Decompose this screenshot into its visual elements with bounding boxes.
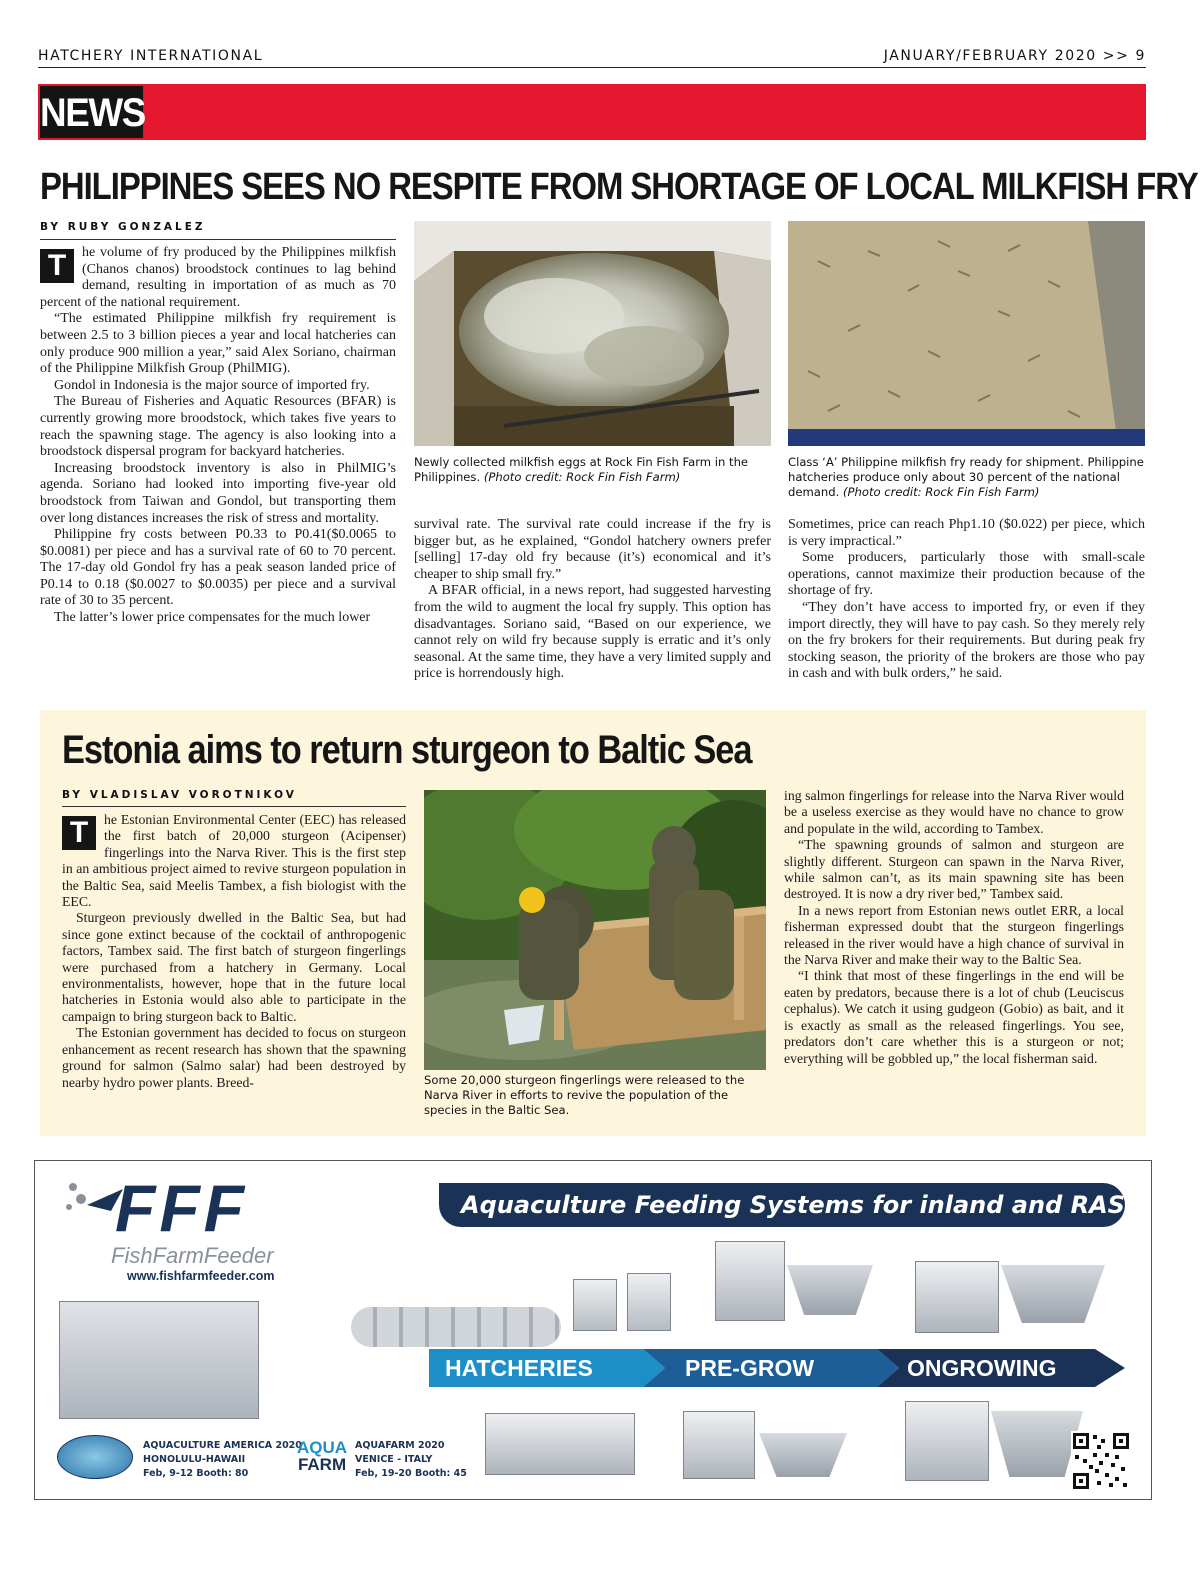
caption-text: Class ‘A’ Philippine milkfish fry ready for shipment. Philippine hatcheries produce only about 30 percent of the national demand. [788,455,1144,499]
aquafarm-logo-bottom: FARM [297,1455,347,1474]
running-head [38,46,1146,68]
paragraph: In a news report from Estonian news outlet ERR, a local fisherman expressed doubt that the sturgeon fingerlings released in the river would have a high chance of survival in the Narva River and make their way to the Baltic Sea. [784,902,1124,968]
paragraph: “The estimated Philippine milkfish fry requirement is between 2.5 to 3 billion pieces a year and local hatcheries can only produce 900 million a year,” said Alex Soriano, chairman of the Philippine Milkfish Group (PhilMIG). [40,311,396,377]
event-name: AQUAFARM 2020 [355,1440,445,1451]
event-aquaculture-america [143,1439,302,1481]
byline: BY RUBY GONZALEZ [40,221,206,233]
hopper [759,1433,847,1477]
article-column-3 [788,517,1145,683]
feeder-machine [683,1411,755,1479]
tank-array [351,1307,561,1347]
ad-banner: Aquaculture Feeding Systems for inland and RAS [439,1183,1125,1227]
stage-ongrowing: ONGROWING [907,1355,1057,1381]
issue-page: JANUARY/FEBRUARY 2020 >> 9 [883,48,1146,64]
paragraph: “The spawning grounds of salmon and sturgeon are slightly different. Sturgeon can spawn in the Narva River, while salmon can’t, as its main spawning site has been destroyed. It is now a dry river bed,” Tambex said. [784,837,1124,902]
event-dates: Feb, 19-20 Booth: 45 [355,1468,467,1479]
paragraph: The Estonian government has decided to focus on sturgeon enhancement as recent research has shown that the spawning ground for salmon (Salmo salar) had been destroyed by nearby hydro power plants. Breed- [62,1025,406,1090]
photo-caption-sturgeon: Some 20,000 sturgeon fingerlings were released to the Narva River in efforts to revive the population of the species in the Baltic Sea. [424,1073,745,1117]
paragraph: Some producers, particularly those with small-scale operations, cannot maximize their production because of the shortage of fry. [788,550,1145,599]
paragraph: ing salmon fingerlings for release into the Narva River would be a useless exercise as they would have no chance to grow and populate in the wild, according to Tambex. [784,788,1124,836]
brand-url[interactable]: www.fishfarmfeeder.com [127,1269,275,1283]
event-place: HONOLULU-HAWAII [143,1454,246,1465]
paragraph: Gondol in Indonesia is the major source of imported fry. [54,377,370,393]
sturgeon-release-photo [424,790,766,1070]
feeder-machine [627,1273,671,1331]
aquafarm-logo [297,1439,347,1473]
feeder-machine [59,1301,259,1419]
feeder-machine [905,1401,989,1481]
feature-headline: Estonia aims to return sturgeon to Baltic Sea [62,728,752,772]
drop-cap: T [62,816,96,850]
hopper [1001,1265,1105,1323]
article-column-1 [40,245,396,627]
article-headline: PHILIPPINES SEES NO RESPITE FROM SHORTAGE OF LOCAL MILKFISH FRY [40,166,1198,208]
aquaculture-america-logo [57,1435,133,1479]
event-aquafarm [355,1439,467,1481]
feeder-machine [485,1413,635,1475]
hopper [787,1265,873,1315]
drop-cap: T [40,249,74,283]
photo-credit: (Photo credit: Rock Fin Fish Farm) [483,470,681,484]
hopper [991,1411,1083,1477]
feeder-machine [573,1279,617,1331]
event-place: VENICE - ITALY [355,1454,433,1465]
paragraph: he volume of fry produced by the Philippines milkfish (Chanos chanos) broodstock continues to lag behind demand, resulting in importation of as much as 70 percent of the national requirement. [40,245,396,310]
stage-hatcheries: HATCHERIES [445,1355,593,1381]
byline: BY VLADISLAV VOROTNIKOV [62,789,297,801]
aquafarm-logo-top: AQUA [297,1438,348,1457]
paragraph: Increasing broodstock inventory is also in PhilMIG’s agenda. Soriano had looked into importing five-year old broodstock from Taiwan and Gondol, but transporting them over long distances increases the risk of stress and mortality. [40,460,396,526]
publication-name: HATCHERY INTERNATIONAL [38,48,264,64]
section-bar [38,84,1146,140]
stage-pre-grow: PRE-GROW [685,1355,815,1381]
feature-column-3 [784,788,1124,1067]
caption-text: Newly collected milkfish eggs at Rock Fin Fish Farm in the Philippines. [414,455,749,484]
brand-name: FishFarmFeeder [111,1243,274,1268]
article-column-2 [414,517,771,683]
paragraph: The Bureau of Fisheries and Aquatic Resources (BFAR) is currently growing more broodstock, which takes five years to reach the spawning stage. The agency is also looking into a broodstock dispersal program for backyard hatcheries. [40,394,396,460]
paragraph: The latter’s lower price compensates for the much lower [54,610,371,626]
milkfish-fry-photo [788,221,1145,446]
paragraph: Sturgeon previously dwelled in the Baltic Sea, but had since gone extinct because of the cocktail of anthropogenic factors, Tambex said. The first batch of sturgeon fingerlings were purchased from a hatchery in Germany. Local environmentalists, however, hope that in the future local hatcheries in Estonia would also able to participate in the campaign to bring sturgeon back to Baltic. [62,910,406,1024]
fff-logo: FFF [115,1171,248,1245]
paragraph: Philippine fry costs between P0.33 to P0.41($0.0065 to $0.0081) per piece and has a survival rate of 60 to 70 percent. The 17-day old Gondol fry has a peak season landed price of P0.14 to 0.18 ($0.0027 to $0.0035) per piece and a survival rate of 30 to 35 percent. [40,527,396,609]
fishfarmfeeder-ad[interactable] [34,1160,1152,1500]
paragraph: A BFAR official, in a news report, had suggested harvesting from the wild to augment the local fry supply. This option has disadvantages. Soriano said, “Based on our experience, we cannot rely on wild fry because supply is erratic and it’s only seasonal. At the same time, they have a very limited supply and price is horrendously high. [414,583,771,682]
feeder-machine [715,1241,785,1321]
paragraph: Sometimes, price can reach Php1.10 ($0.022) per piece, which is very impractical.” [788,517,1145,549]
feeder-machine [915,1261,999,1333]
event-name: AQUACULTURE AMERICA 2020 [143,1440,302,1451]
byline-rule [62,806,406,807]
byline-rule [40,239,396,240]
feature-column-1 [62,812,406,1091]
photo-caption-eggs [414,455,771,485]
milkfish-eggs-photo [414,221,771,446]
photo-caption-fry [788,455,1145,500]
section-label: NEWS [40,86,143,138]
paragraph: “I think that most of these fingerlings in the end will be eaten by predators, because there is a lot of chub (Leuciscus cephalus). We catch it using gudgeon (Gobio) as bait, and it is exactly as small as the released fingerlings. You see, predators don’t care whether this is a sturgeon or not; everything will be gobbled up,” the local fisherman said. [784,968,1124,1066]
event-dates: Feb, 9-12 Booth: 80 [143,1468,249,1479]
paragraph: “They don’t have access to imported fry, or even if they import directly, they will have to pay cash. So they merely rely on the fry brokers for their requirements. But during peak fry stocking season, the priority of the brokers are those who pay in cash and with bulk orders,” he said. [788,599,1145,682]
qr-code-icon[interactable] [1071,1431,1131,1491]
paragraph: survival rate. The survival rate could increase if the fry is bigger but, as he explained, “Gondol hatchery owners prefer [selling] 17-day old fry because (it’s) economical and it’s cheaper to ship small fry.” [414,517,771,582]
paragraph: he Estonian Environmental Center (EEC) has released the first batch of 20,000 sturgeon (Acipenser) fingerlings into the Narva River. This is the first step in an ambitious project aimed to revive sturgeon population in the Baltic Sea, said Meelis Tambex, a fish biologist with the EEC. [62,812,406,910]
photo-credit: (Photo credit: Rock Fin Fish Farm) [842,485,1040,499]
